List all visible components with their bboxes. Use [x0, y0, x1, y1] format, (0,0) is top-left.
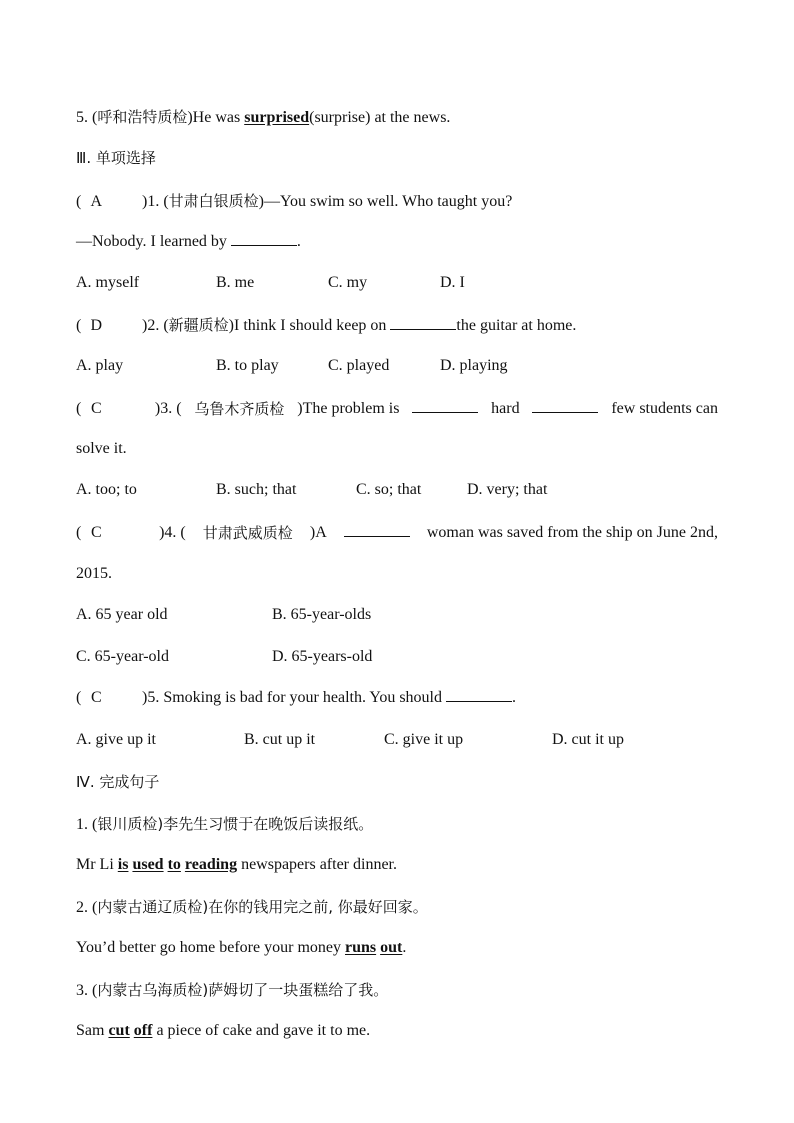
- answer-text: reading: [184, 856, 238, 873]
- answer-paren: ( C: [76, 687, 142, 709]
- answer-letter: C: [90, 524, 102, 541]
- mc-question-4-line2: 2015.: [76, 565, 112, 582]
- source-label: 呼和浩特质检: [97, 108, 188, 126]
- answer-paren: ( A: [76, 191, 142, 213]
- answer-text: off: [133, 1022, 153, 1039]
- option-c: C. my: [328, 274, 368, 291]
- source-label: 银川质检: [97, 815, 158, 833]
- answer-letter: D: [90, 317, 103, 334]
- source-label: 乌鲁木齐质检: [194, 400, 285, 418]
- answer-paren: ( D: [76, 315, 142, 337]
- option-c: C. 65-year-old: [76, 648, 169, 665]
- chinese-prompt: )李先生习惯于在晚饭后读报纸。: [157, 815, 374, 833]
- answer-blank: [344, 522, 410, 537]
- chinese-prompt: )在你的钱用完之前, 你最好回家。: [202, 898, 428, 916]
- option-a: A. 65 year old: [76, 606, 168, 623]
- answer-text: is: [117, 856, 129, 873]
- chinese-prompt: )萨姆切了一块蛋糕给了我。: [202, 981, 389, 999]
- answer-text: to: [167, 856, 181, 873]
- answer-text: surprised: [244, 109, 310, 126]
- option-a: A. give up it: [76, 731, 156, 748]
- option-c: C. played: [328, 357, 390, 374]
- answer-blank: [532, 398, 598, 413]
- sentence-1-answer: Mr Li is used to reading newspapers after dinner.: [76, 856, 397, 873]
- section-heading-4: Ⅳ. 完成句子: [76, 773, 160, 791]
- source-label: 内蒙古通辽质检: [97, 898, 203, 916]
- answer-blank: [412, 398, 478, 413]
- mc-question-3: ( C )3. ( 乌鲁木齐质检 )The problem is hard few students can: [76, 400, 718, 418]
- sentence-2-prompt: 2. (内蒙古通辽质检)在你的钱用完之前, 你最好回家。: [76, 898, 428, 916]
- mc-question-3-line2: solve it.: [76, 440, 127, 457]
- option-c: C. give it up: [384, 731, 464, 748]
- answer-blank: [446, 687, 512, 702]
- option-d: D. very; that: [467, 481, 548, 498]
- option-a: A. play: [76, 357, 124, 374]
- source-label: 内蒙古乌海质检: [97, 981, 203, 999]
- option-d: D. cut it up: [552, 731, 624, 748]
- source-label: 甘肃白银质检: [168, 192, 259, 210]
- option-b: B. 65-year-olds: [272, 606, 372, 623]
- sentence-3-answer: Sam cut off a piece of cake and gave it to me.: [76, 1022, 371, 1039]
- answer-letter: C: [90, 400, 102, 417]
- sentence-3-prompt: 3. (内蒙古乌海质检)萨姆切了一块蛋糕给了我。: [76, 981, 389, 999]
- option-a: A. too; to: [76, 481, 137, 498]
- source-label: 新疆质检: [168, 316, 229, 334]
- source-label: 甘肃武威质检: [202, 524, 293, 542]
- answer-blank: [390, 315, 456, 330]
- answer-letter: A: [90, 193, 103, 210]
- section-heading-3: Ⅲ. 单项选择: [76, 149, 156, 167]
- mc-question-5: ( C )5. Smoking is bad for your health. You should .: [76, 687, 516, 709]
- answer-blank: [231, 231, 297, 246]
- q5-fill-item: 5. (呼和浩特质检)He was surprised(surprise) at the news.: [76, 108, 451, 126]
- sentence-2-answer: You’d better go home before your money runs out.: [76, 939, 407, 956]
- mc-question-1: ( A )1. (甘肃白银质检)—You swim so well. Who taught you?: [76, 190, 512, 213]
- option-a: A. myself: [76, 274, 140, 291]
- option-b: B. such; that: [216, 481, 297, 498]
- mc-question-4: ( C )4. ( 甘肃武威质检 )A woman was saved from the ship on June 2nd,: [76, 524, 718, 542]
- answer-paren: ( C: [76, 522, 142, 544]
- answer-letter: C: [90, 689, 102, 706]
- option-b: B. cut up it: [244, 731, 316, 748]
- sentence-1-prompt: 1. (银川质检)李先生习惯于在晚饭后读报纸。: [76, 815, 374, 833]
- option-b: B. to play: [216, 357, 279, 374]
- mc-question-2: ( D )2. (新疆质检)I think I should keep on the guitar at home.: [76, 314, 576, 337]
- answer-text: used: [132, 856, 164, 873]
- option-c: C. so; that: [356, 481, 422, 498]
- answer-text: cut: [108, 1022, 130, 1039]
- answer-paren: ( C: [76, 398, 142, 420]
- option-d: D. playing: [440, 357, 508, 374]
- answer-text: runs: [344, 939, 377, 956]
- mc-question-1-line2: —Nobody. I learned by .: [76, 233, 301, 250]
- answer-text: out: [380, 939, 403, 956]
- option-b: B. me: [216, 274, 255, 291]
- option-d: D. I: [440, 274, 465, 291]
- option-d: D. 65-years-old: [272, 648, 373, 665]
